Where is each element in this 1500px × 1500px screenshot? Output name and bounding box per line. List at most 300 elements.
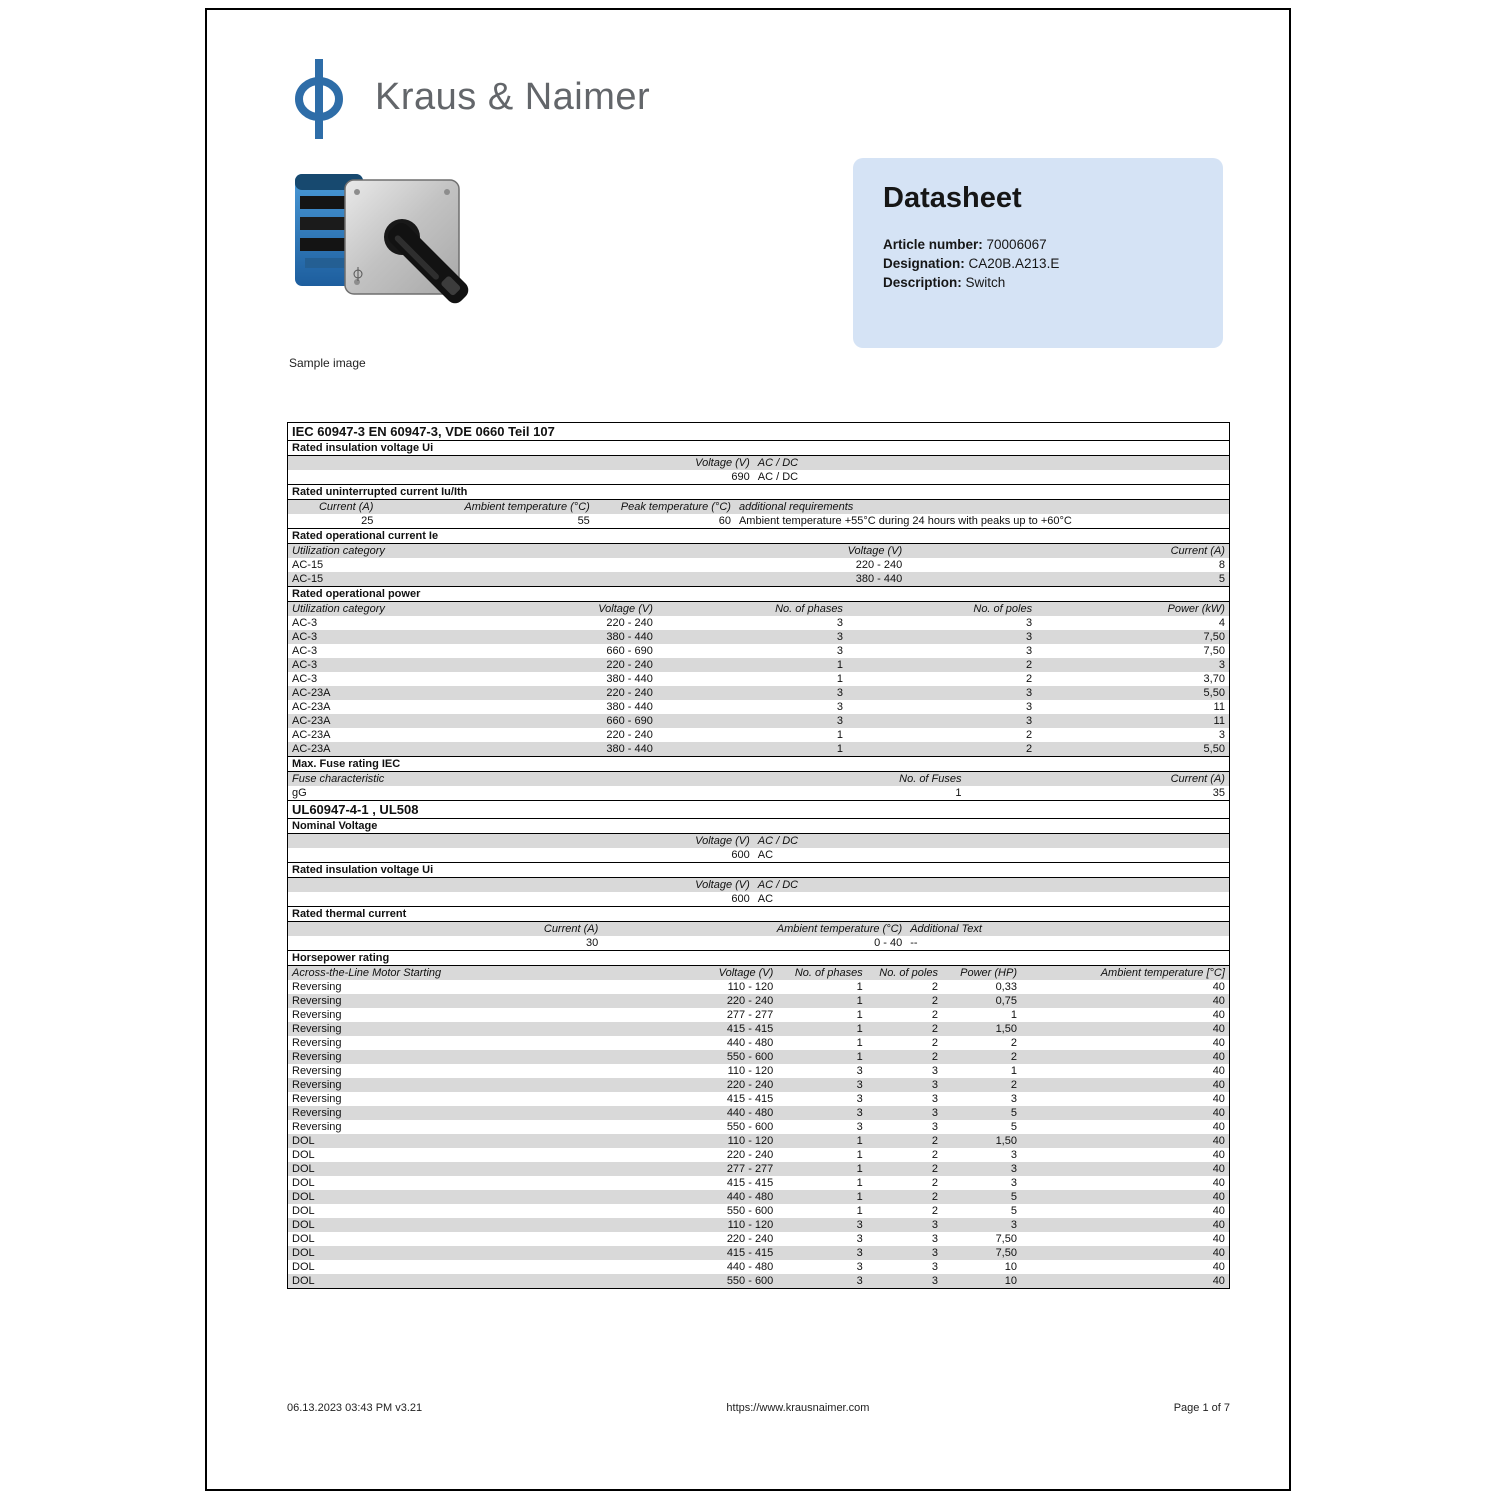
- table-cell: 40: [1212, 1135, 1225, 1147]
- table-cell: 3,70: [1203, 673, 1225, 685]
- table-cell: 3: [1025, 645, 1033, 657]
- table-cell: 40: [1212, 1149, 1225, 1161]
- table-cell: 40: [1212, 1163, 1225, 1175]
- table-cell: 3: [1025, 687, 1033, 699]
- page-footer: [287, 1402, 1230, 1414]
- table-cell: Reversing: [292, 1037, 342, 1049]
- column-header-row: [288, 878, 1229, 892]
- table-cell: 1: [836, 743, 843, 755]
- table-cell: 3: [931, 1065, 938, 1077]
- table-cell: DOL: [292, 1233, 315, 1245]
- table-cell: gG: [292, 787, 307, 799]
- table-row: [288, 1022, 1229, 1036]
- table-cell: 415 - 415: [726, 1023, 774, 1035]
- table-cell: 40: [1212, 1121, 1225, 1133]
- table-cell: AC-3: [292, 631, 318, 643]
- spec-table: [287, 422, 1230, 1289]
- table-cell: 2: [1010, 1079, 1017, 1091]
- column-header: No. of phases: [775, 603, 843, 615]
- column-header: Current (A): [318, 501, 374, 513]
- table-cell: 1,50: [995, 1023, 1017, 1035]
- table-cell: 1: [856, 981, 863, 993]
- table-cell: Reversing: [292, 1107, 342, 1119]
- table-cell: 380 - 440: [855, 573, 903, 585]
- table-row: [288, 644, 1229, 658]
- column-header: Voltage (V): [598, 603, 653, 615]
- table-cell: 220 - 240: [606, 617, 653, 629]
- table-cell: 3: [1218, 729, 1225, 741]
- table-row: [288, 1218, 1229, 1232]
- table-cell: 2: [1010, 1051, 1017, 1063]
- column-header: No. of phases: [794, 967, 863, 979]
- table-cell: 5: [1010, 1107, 1017, 1119]
- table-cell: 3: [856, 1107, 863, 1119]
- table-row: [288, 728, 1229, 742]
- table-cell: AC-15: [292, 573, 324, 585]
- table-cell: Reversing: [292, 1079, 342, 1091]
- table-row: [288, 1078, 1229, 1092]
- table-cell: 25: [361, 515, 374, 527]
- table-cell: Reversing: [292, 995, 342, 1007]
- table-row: [288, 686, 1229, 700]
- column-header: Utilization category: [292, 545, 385, 557]
- table-cell: 5: [1010, 1121, 1017, 1133]
- table-cell: 1: [836, 673, 843, 685]
- table-cell: 220 - 240: [726, 1079, 774, 1091]
- table-row: [288, 658, 1229, 672]
- table-cell: 110 - 120: [727, 981, 774, 993]
- table-cell: DOL: [292, 1261, 315, 1273]
- table-cell: 4: [1218, 617, 1225, 629]
- table-cell: 3: [931, 1107, 938, 1119]
- table-cell: 2: [931, 1023, 938, 1035]
- table-cell: 2: [931, 995, 938, 1007]
- table-row: [288, 558, 1229, 572]
- table-cell: 380 - 440: [606, 701, 653, 713]
- table-cell: 3: [856, 1219, 863, 1231]
- section-label-row: Horsepower rating: [288, 950, 1229, 966]
- table-cell: 2: [931, 1135, 938, 1147]
- table-cell: 1: [856, 1051, 863, 1063]
- table-cell: 3: [836, 715, 843, 727]
- table-cell: 3: [836, 687, 843, 699]
- table-cell: 380 - 440: [606, 743, 653, 755]
- table-cell: 40: [1212, 1191, 1225, 1203]
- designation-value: CA20B.A213.E: [964, 256, 1060, 271]
- table-row: [288, 700, 1229, 714]
- table-cell: 2: [1010, 1037, 1017, 1049]
- table-cell: 690: [731, 471, 750, 483]
- table-cell: AC-23A: [292, 701, 331, 713]
- table-cell: 10: [1004, 1275, 1017, 1287]
- table-cell: DOL: [292, 1177, 315, 1189]
- table-cell: 1: [1010, 1065, 1017, 1077]
- column-header: No. of Fuses: [899, 773, 962, 785]
- description-field: [883, 273, 1193, 292]
- datasheet-info-box: [853, 158, 1223, 348]
- table-cell: 1: [856, 1205, 863, 1217]
- section-label-row: Rated thermal current: [288, 906, 1229, 922]
- table-cell: DOL: [292, 1135, 315, 1147]
- table-cell: 415 - 415: [726, 1247, 774, 1259]
- table-cell: 2: [1025, 729, 1033, 741]
- column-header: Across-the-Line Motor Starting: [292, 967, 442, 979]
- description-value: Switch: [961, 275, 1006, 290]
- table-row: [288, 1190, 1229, 1204]
- table-cell: 40: [1212, 981, 1225, 993]
- table-cell: 110 - 120: [727, 1065, 774, 1077]
- table-cell: AC-3: [292, 645, 318, 657]
- article-number-value: 70006067: [982, 237, 1047, 252]
- table-cell: 1,50: [995, 1135, 1017, 1147]
- table-cell: 1: [1010, 1009, 1017, 1021]
- phi-logo-icon: [287, 56, 351, 142]
- column-header: Voltage (V): [695, 457, 750, 469]
- column-header-row: [288, 456, 1229, 470]
- table-cell: 40: [1212, 1219, 1225, 1231]
- table-cell: DOL: [292, 1191, 315, 1203]
- table-cell: 40: [1212, 1177, 1225, 1189]
- table-cell: 30: [586, 937, 599, 949]
- table-cell: 2: [931, 1009, 938, 1021]
- table-cell: 220 - 240: [606, 687, 653, 699]
- table-cell: 550 - 600: [726, 1275, 774, 1287]
- table-cell: 1: [856, 1037, 863, 1049]
- table-cell: 110 - 120: [727, 1135, 774, 1147]
- column-header: Additional Text: [910, 923, 982, 935]
- table-cell: 5: [1010, 1205, 1017, 1217]
- table-cell: 3: [856, 1121, 863, 1133]
- column-header-row: [288, 544, 1229, 558]
- brand-name: Kraus & Naimer: [375, 76, 651, 118]
- table-cell: 40: [1212, 1107, 1225, 1119]
- section-label-row: Rated operational power: [288, 586, 1229, 602]
- table-cell: 415 - 415: [726, 1177, 774, 1189]
- footer-page-number: Page 1 of 7: [1173, 1402, 1230, 1414]
- table-row: [288, 1106, 1229, 1120]
- table-row: [288, 1120, 1229, 1134]
- table-cell: 1: [856, 1191, 863, 1203]
- table-cell: 5: [1010, 1191, 1017, 1203]
- column-header-row: [288, 500, 1229, 514]
- table-cell: 380 - 440: [606, 631, 653, 643]
- table-row: [288, 514, 1229, 528]
- table-cell: 1: [856, 995, 863, 1007]
- table-cell: 220 - 240: [726, 995, 774, 1007]
- table-cell: AC-23A: [292, 687, 331, 699]
- table-cell: 40: [1212, 1065, 1225, 1077]
- section-label-row: Rated uninterrupted current Iu/Ith: [288, 484, 1229, 500]
- table-cell: Reversing: [292, 1121, 342, 1133]
- table-cell: 1: [856, 1149, 863, 1161]
- table-cell: 277 - 277: [726, 1163, 774, 1175]
- footer-date-version: 06.13.2023 03:43 PM v3.21: [287, 1402, 423, 1414]
- table-cell: 0 - 40: [874, 937, 903, 949]
- table-cell: 3: [931, 1093, 938, 1105]
- table-cell: DOL: [292, 1247, 315, 1259]
- table-cell: 11: [1213, 715, 1225, 727]
- table-cell: 3: [836, 631, 843, 643]
- table-cell: 440 - 480: [726, 1107, 774, 1119]
- section-label-row: Rated insulation voltage Ui: [288, 440, 1229, 456]
- table-cell: 660 - 690: [606, 715, 653, 727]
- table-cell: AC: [757, 849, 774, 861]
- table-cell: 3: [836, 645, 843, 657]
- table-cell: AC-23A: [292, 743, 331, 755]
- table-cell: 2: [931, 1205, 938, 1217]
- table-cell: 0,33: [995, 981, 1017, 993]
- table-cell: 220 - 240: [726, 1233, 774, 1245]
- table-row: [288, 616, 1229, 630]
- column-header: AC / DC: [757, 879, 799, 891]
- table-cell: 40: [1212, 1093, 1225, 1105]
- table-cell: DOL: [292, 1205, 315, 1217]
- table-cell: 40: [1212, 1247, 1225, 1259]
- table-cell: DOL: [292, 1149, 315, 1161]
- table-cell: 40: [1212, 1009, 1225, 1021]
- column-header: Voltage (V): [847, 545, 903, 557]
- table-cell: 600: [731, 893, 750, 905]
- table-cell: 1: [856, 1023, 863, 1035]
- table-cell: 1: [856, 1177, 863, 1189]
- table-row: [288, 1260, 1229, 1274]
- table-cell: 40: [1212, 1233, 1225, 1245]
- table-row: [288, 1008, 1229, 1022]
- table-cell: 3: [931, 1219, 938, 1231]
- table-row: [288, 1092, 1229, 1106]
- table-cell: Reversing: [292, 1009, 342, 1021]
- table-cell: AC-3: [292, 617, 318, 629]
- table-cell: DOL: [292, 1163, 315, 1175]
- table-cell: 3: [931, 1247, 938, 1259]
- column-header: Voltage (V): [695, 835, 750, 847]
- table-cell: 1: [856, 1163, 863, 1175]
- column-header: Ambient temperature (°C): [776, 923, 903, 935]
- column-header: Current (A): [1170, 773, 1225, 785]
- column-header: Current (A): [543, 923, 599, 935]
- table-cell: 3: [1025, 617, 1033, 629]
- table-cell: 11: [1213, 701, 1225, 713]
- table-cell: 220 - 240: [606, 729, 653, 741]
- section-title-row: UL60947-4-1 , UL508: [288, 800, 1229, 818]
- table-cell: 8: [1218, 559, 1225, 571]
- table-cell: 3: [856, 1261, 863, 1273]
- column-header: Power (kW): [1167, 603, 1225, 615]
- table-row: [288, 572, 1229, 586]
- table-cell: 3: [1010, 1219, 1017, 1231]
- table-row: [288, 1176, 1229, 1190]
- table-cell: Reversing: [292, 981, 342, 993]
- table-cell: 220 - 240: [855, 559, 903, 571]
- table-cell: 3: [856, 1079, 863, 1091]
- table-cell: Reversing: [292, 1051, 342, 1063]
- column-header: AC / DC: [757, 457, 799, 469]
- column-header: Ambient temperature [°C]: [1100, 967, 1225, 979]
- table-cell: AC: [757, 893, 774, 905]
- table-cell: 3: [1010, 1163, 1017, 1175]
- table-cell: 110 - 120: [727, 1219, 774, 1231]
- table-cell: 2: [931, 1191, 938, 1203]
- section-label-row: Rated operational current Ie: [288, 528, 1229, 544]
- section-title-row: IEC 60947-3 EN 60947-3, VDE 0660 Teil 107: [292, 424, 555, 439]
- table-cell: 1: [836, 729, 843, 741]
- table-row: [288, 630, 1229, 644]
- table-cell: 3: [856, 1247, 863, 1259]
- table-cell: 550 - 600: [726, 1205, 774, 1217]
- table-row: [288, 1162, 1229, 1176]
- table-cell: DOL: [292, 1275, 315, 1287]
- table-cell: 550 - 600: [726, 1051, 774, 1063]
- table-row: [288, 714, 1229, 728]
- table-cell: 3: [856, 1233, 863, 1245]
- table-cell: 35: [1212, 787, 1225, 799]
- article-number-field: [883, 235, 1193, 254]
- table-cell: 220 - 240: [606, 659, 653, 671]
- table-cell: 3: [931, 1275, 938, 1287]
- table-cell: 55: [577, 515, 590, 527]
- column-header: No. of poles: [879, 967, 938, 979]
- column-header: No. of poles: [973, 603, 1033, 615]
- designation-field: [883, 254, 1193, 273]
- table-row: [288, 1064, 1229, 1078]
- table-cell: 660 - 690: [606, 645, 653, 657]
- table-cell: 40: [1212, 1275, 1225, 1287]
- table-cell: 2: [931, 1163, 938, 1175]
- table-cell: 40: [1212, 1261, 1225, 1273]
- table-cell: 3: [1025, 701, 1033, 713]
- table-cell: 7,50: [995, 1233, 1017, 1245]
- footer-url: https://www.krausnaimer.com: [726, 1402, 870, 1414]
- table-cell: 277 - 277: [726, 1009, 774, 1021]
- table-cell: 3: [836, 617, 843, 629]
- table-row: [288, 1050, 1229, 1064]
- table-cell: 40: [1212, 1051, 1225, 1063]
- table-row: [288, 672, 1229, 686]
- table-cell: 3: [931, 1079, 938, 1091]
- table-row: [288, 742, 1229, 756]
- table-row: [288, 470, 1229, 484]
- table-cell: 2: [931, 981, 938, 993]
- column-header: Peak temperature (°C): [620, 501, 731, 513]
- table-cell: 3: [1010, 1149, 1017, 1161]
- table-row: [288, 1148, 1229, 1162]
- table-cell: AC-23A: [292, 715, 331, 727]
- table-cell: Reversing: [292, 1093, 342, 1105]
- table-row: [288, 994, 1229, 1008]
- column-header: Voltage (V): [695, 879, 750, 891]
- column-header: Voltage (V): [718, 967, 774, 979]
- column-header: Fuse characteristic: [292, 773, 385, 785]
- kraus-naimer-logo: [287, 56, 351, 147]
- table-cell: 5,50: [1203, 687, 1225, 699]
- column-header: Power (HP): [960, 967, 1017, 979]
- article-number-label: Article number:: [883, 237, 983, 252]
- table-row: [288, 1232, 1229, 1246]
- column-header: Utilization category: [292, 603, 385, 615]
- table-row: [288, 1204, 1229, 1218]
- table-row: [288, 1274, 1229, 1288]
- table-row: [288, 936, 1229, 950]
- section-label-row: Rated insulation voltage Ui: [288, 862, 1229, 878]
- table-row: [288, 1134, 1229, 1148]
- table-cell: DOL: [292, 1219, 315, 1231]
- table-cell: 3: [931, 1121, 938, 1133]
- table-cell: 7,50: [1203, 645, 1225, 657]
- table-cell: 40: [1212, 1205, 1225, 1217]
- column-header: AC / DC: [757, 835, 799, 847]
- column-header-row: [288, 922, 1229, 936]
- column-header-row: [288, 834, 1229, 848]
- designation-label: Designation:: [883, 256, 965, 271]
- table-row: [288, 848, 1229, 862]
- table-cell: 440 - 480: [726, 1037, 774, 1049]
- table-cell: 3: [931, 1261, 938, 1273]
- table-cell: 440 - 480: [726, 1261, 774, 1273]
- table-cell: AC-3: [292, 673, 318, 685]
- table-cell: 7,50: [995, 1247, 1017, 1259]
- table-cell: 3: [1010, 1093, 1017, 1105]
- table-cell: Reversing: [292, 1065, 342, 1077]
- table-cell: 40: [1212, 995, 1225, 1007]
- table-cell: 1: [955, 787, 962, 799]
- table-cell: 0,75: [995, 995, 1017, 1007]
- table-cell: 1: [856, 1135, 863, 1147]
- table-row: [288, 1036, 1229, 1050]
- table-cell: AC / DC: [757, 471, 799, 483]
- table-cell: --: [910, 937, 918, 949]
- table-cell: 7,50: [1203, 631, 1225, 643]
- sample-image-caption: Sample image: [289, 356, 366, 370]
- table-cell: Reversing: [292, 1023, 342, 1035]
- document-page: [205, 8, 1291, 1491]
- table-row: [288, 892, 1229, 906]
- column-header: Current (A): [1170, 545, 1225, 557]
- table-cell: 3: [1025, 715, 1033, 727]
- table-cell: AC-23A: [292, 729, 331, 741]
- table-row: [288, 1246, 1229, 1260]
- table-cell: 2: [931, 1037, 938, 1049]
- table-cell: 5,50: [1203, 743, 1225, 755]
- table-cell: 415 - 415: [726, 1093, 774, 1105]
- column-header-row: [288, 966, 1229, 980]
- column-header-row: [288, 602, 1229, 616]
- section-label-row: Nominal Voltage: [288, 818, 1229, 834]
- table-cell: Ambient temperature +55°C during 24 hours with peaks up to +60°C: [738, 515, 1072, 527]
- description-label: Description:: [883, 275, 962, 290]
- column-header: additional requirements: [738, 501, 854, 513]
- table-cell: 3: [931, 1233, 938, 1245]
- table-cell: 2: [1025, 659, 1033, 671]
- table-cell: 3: [1010, 1177, 1017, 1189]
- product-sample-image: [287, 162, 477, 354]
- table-cell: AC-3: [292, 659, 318, 671]
- table-cell: 3: [856, 1065, 863, 1077]
- column-header: Ambient temperature (°C): [464, 501, 590, 513]
- table-cell: 3: [1218, 659, 1225, 671]
- table-cell: 1: [856, 1009, 863, 1021]
- datasheet-title: Datasheet: [883, 182, 1022, 214]
- table-cell: 600: [731, 849, 750, 861]
- table-cell: 2: [1025, 673, 1033, 685]
- table-cell: 380 - 440: [606, 673, 653, 685]
- table-cell: 40: [1212, 1079, 1225, 1091]
- table-cell: 40: [1212, 1037, 1225, 1049]
- table-cell: 2: [931, 1149, 938, 1161]
- table-cell: 60: [718, 515, 731, 527]
- table-cell: 3: [836, 701, 843, 713]
- column-header-row: [288, 772, 1229, 786]
- table-row: [288, 786, 1229, 800]
